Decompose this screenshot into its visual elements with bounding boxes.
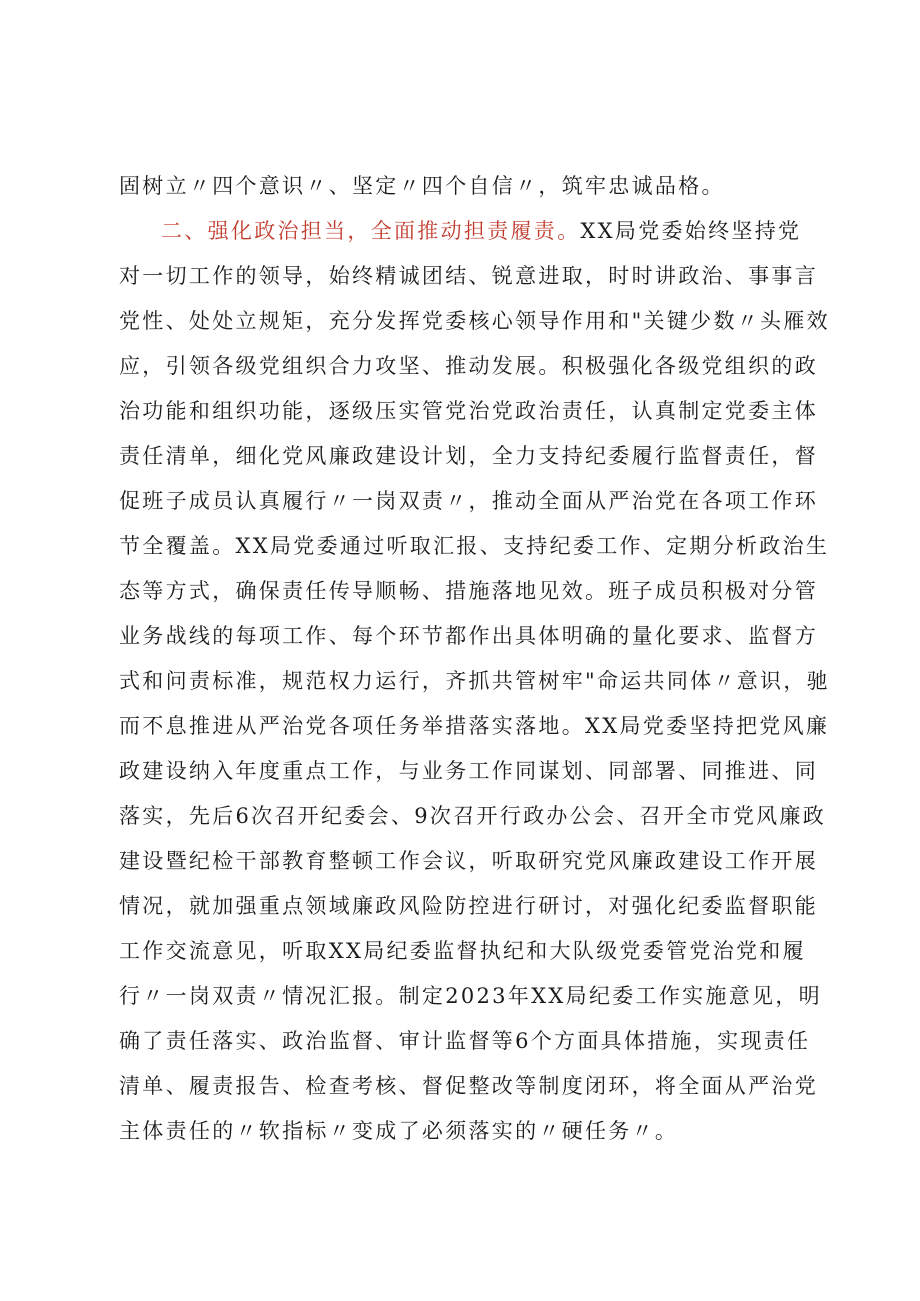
paragraph-line: 落实，先后6次召开纪委会、9次召开行政办公会、召开全市党风廉政 xyxy=(119,804,827,828)
paragraph-line: 政建设纳入年度重点工作，与业务工作同谋划、同部署、同推进、同 xyxy=(119,759,818,783)
paragraph-line: 式和问责标准，规范权力运行，齐抓共管树牢"命运共同体〃意识，驰 xyxy=(119,669,830,693)
paragraph-line: 应，引领各级党组织合力攻坚、推动发展。积极强化各级党组织的政 xyxy=(119,354,818,378)
paragraph-line: 清单、履责报告、检查考核、督促整改等制度闭环，将全面从严治党 xyxy=(119,1074,818,1098)
paragraph-line: 业务战线的每项工作、每个环节都作出具体明确的量化要求、监督方 xyxy=(119,624,818,648)
paragraph-line: 节全覆盖。XX局党委通过听取汇报、支持纪委工作、定期分析政治生 xyxy=(119,534,830,558)
paragraph-line: 工作交流意见，听取XX局纪委监督执纪和大队级党委管党治党和履 xyxy=(119,939,806,963)
paragraph-line: 促班子成员认真履行〃一岗双责〃，推动全面从严治党在各项工作环 xyxy=(119,489,818,513)
paragraph-line: 治功能和组织功能，逐级压实管党治党政治责任，认真制定党委主体 xyxy=(119,399,818,423)
section-heading: 二、强化政治担当，全面推动担责履责。 xyxy=(161,219,581,243)
paragraph-line: 主体责任的〃软指标〃变成了必须落实的〃硬任务〃。 xyxy=(119,1119,679,1143)
paragraph-line: 对一切工作的领导，始终精诚团结、锐意进取，时时讲政治、事事言 xyxy=(119,264,818,288)
paragraph-line: 态等方式，确保责任传导顺畅、措施落地见效。班子成员积极对分管 xyxy=(119,579,818,603)
paragraph-line: 确了责任落实、政治监督、审计监督等6个方面具体措施，实现责任 xyxy=(119,1029,811,1053)
paragraph-line: 情况，就加强重点领域廉政风险防控进行研讨，对强化纪委监督职能 xyxy=(119,894,818,918)
paragraph-line: 责任清单，细化党风廉政建设计划，全力支持纪委履行监督责任，督 xyxy=(119,444,818,468)
paragraph-line: 行〃一岗双责〃情况汇报。制定2023年XX局纪委工作实施意见，明 xyxy=(119,984,822,1008)
paragraph-line: 建设暨纪检干部教育整顿工作会议，听取研究党风廉政建设工作开展 xyxy=(119,849,818,873)
paragraph-line: 而不息推进从严治党各项任务举措落实落地。XX局党委坚持把党风廉 xyxy=(119,714,830,738)
paragraph-line: 党性、处处立规矩，充分发挥党委核心领导作用和"关键少数〃头雁效 xyxy=(119,309,830,333)
paragraph-line: 固树立〃四个意识〃、坚定〃四个自信〃，筑牢忠诚品格。 xyxy=(119,174,725,198)
section-heading-line xyxy=(161,214,801,248)
section-heading-rest: XX局党委始终坚持党 xyxy=(580,219,802,243)
